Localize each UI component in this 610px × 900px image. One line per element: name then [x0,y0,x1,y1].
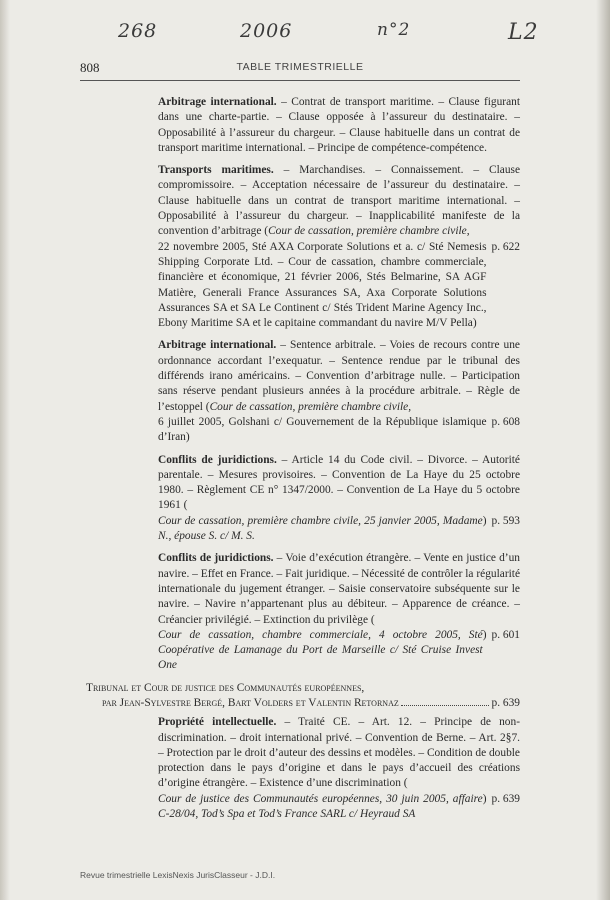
scan-right-edge [596,0,610,900]
entry-reference: Cour de cassation, première chambre civile, [268,225,470,238]
index-entries [80,95,520,829]
page-number: 808 [80,60,100,75]
entry-reference: Cour de cassation, première chambre civile, [209,400,412,413]
handwritten-note-3: n°2 [377,20,411,40]
entry-keyword: Transports maritimes. [158,164,274,177]
entry-tail: 6 juillet 2005, Golshani c/ Gouvernement de la République islamique d’Iran) [158,415,487,444]
handwritten-note-2: 2006 [240,20,293,42]
handwritten-note-1: 268 [118,20,158,42]
entry-text: – Article 14 du Code civil. – Divorce. – Autorité parentale. – Mesures provisoires. – Convention de La Haye du 25 octobre 1980. – Règlement CE n° 1347/2000. – Convention de La Haye du 5 octobre 1961 ( [158,453,520,512]
dot-leader [401,704,489,706]
entry-text: – Sentence arbitrale. – Voies de recours contre une ordonnance accordant l’exequatur. – Sentence rendue par le tribunal des différends irano américains. – Convention d’arbitrage nulle. – Participation sans réserve pendant plusieurs années à la procédure arbitrale. – Règle de l’estoppel ( [158,339,520,413]
running-title: TABLE TRIMESTRIELLE [236,61,364,73]
page-footer: Revue trimestrielle LexisNexis JurisClasseur - J.D.I. [80,870,276,880]
entry-page-line [158,628,520,674]
running-head [80,60,520,78]
entry-page-line [158,240,520,332]
index-entry [80,715,520,822]
section-authors: par Jean-Sylvestre Bergé, Bart Volders et Valentin Retornaz [102,696,399,709]
entry-page-line [158,514,520,545]
entry-page: p. 593 [491,514,520,527]
section-page-line [86,696,520,711]
entry-tail: ) [482,628,487,641]
entry-page-line [158,792,520,823]
entry-text: – Contrat de transport maritime. – Clause figurant dans une charte-partie. – Clause opposée à l’assureur du destinataire. – Opposabilité à l’assureur du chargeur. – Clause habituelle dans un contrat de transport maritime international. – Principe de compétence-compétence. [158,96,520,154]
entry-page: p. 622 [491,240,520,253]
scan-left-edge [0,0,10,900]
entry-reference: Cour de cassation, première chambre civile, 25 janvier 2005, Madame N., épouse S. c/ M. S. [158,514,483,543]
entry-page-line [158,415,520,446]
section-page: p. 639 [491,696,520,709]
entry-text: – Voie d’exécution étrangère. – Vente en justice d’un navire. – Effet en France. – Fait juridique. – Nécessité de contrôler la régularité internationale du jugement étranger. – Saisie conservatoire subséquente sur le navire. – Navire n’appartenant plus au débiteur. – Apparence de créance. – Créancier privilégié. – Extinction du privilège ( [158,552,520,626]
index-entry [80,163,520,331]
section-title: Tribunal et Cour de justice des Communautés européennes, [86,681,365,694]
entry-text: – Marchandises. – Connaissement. – Clause compromissoire. – Acceptation nécessaire de l’assureur du destinataire. – Clause habituelle dans un contrat de transport maritime international. – Opposabilité à l’assureur du chargeur. – Inapplicabilité manifeste de la convention d’arbitrage ( [158,164,520,238]
entry-keyword: Conflits de juridictions. [158,552,274,565]
header-rule [80,80,520,81]
entry-keyword: Arbitrage international. [158,96,277,108]
section-heading [80,681,520,712]
entry-page: p. 639 [491,792,520,805]
entry-keyword: Arbitrage international. [158,339,277,352]
index-entry [80,453,520,545]
entry-tail: 22 novembre 2005, Sté AXA Corporate Solutions et a. c/ Sté Nemesis Shipping Corporate Ltd. – Cour de cassation, chambre commerciale, financière et économique, 21 février 2006, Stés Belmarine, SA AGF Matière, Generali France Assurances SA, Axa Corporate Solutions Assurances SA et SA Le Continent c/ Stés Trident Marine Agency Inc., Ebony Maritime SA et le capitaine commandant du navire M/V Pella) [158,240,487,330]
entry-keyword: Propriété intellectuelle. [158,716,277,729]
entry-tail: ) [482,514,487,527]
entry-page: p. 601 [491,628,520,641]
entry-text: – Traité CE. – Art. 12. – Principe de non-discrimination. – droit international privé. – Convention de Berne. – Art. 2§7. – Protection par le droit d’auteur des dessins et modèles. – Condition de double protection dans le pays d’origine et dans le pays d’accueil des créations d’origine étrangère. – Existence d’une discrimination ( [158,716,520,790]
entry-page: p. 608 [491,415,520,428]
index-entry [80,338,520,445]
entry-tail: ) [482,792,487,805]
index-entry [80,95,520,156]
entry-reference: Cour de cassation, chambre commerciale, 4 octobre 2005, Sté Coopérative de Lamanage du Port de Marseille c/ Sté Cruise Invest One [158,628,483,672]
handwritten-note-4: L2 [508,20,539,45]
entry-keyword: Conflits de juridictions. [158,453,277,466]
index-entry [80,551,520,673]
entry-reference: Cour de justice des Communautés européennes, 30 juin 2005, affaire C-28/04, Tod’s Spa et Tod’s France SARL c/ Heyraud SA [158,792,483,821]
